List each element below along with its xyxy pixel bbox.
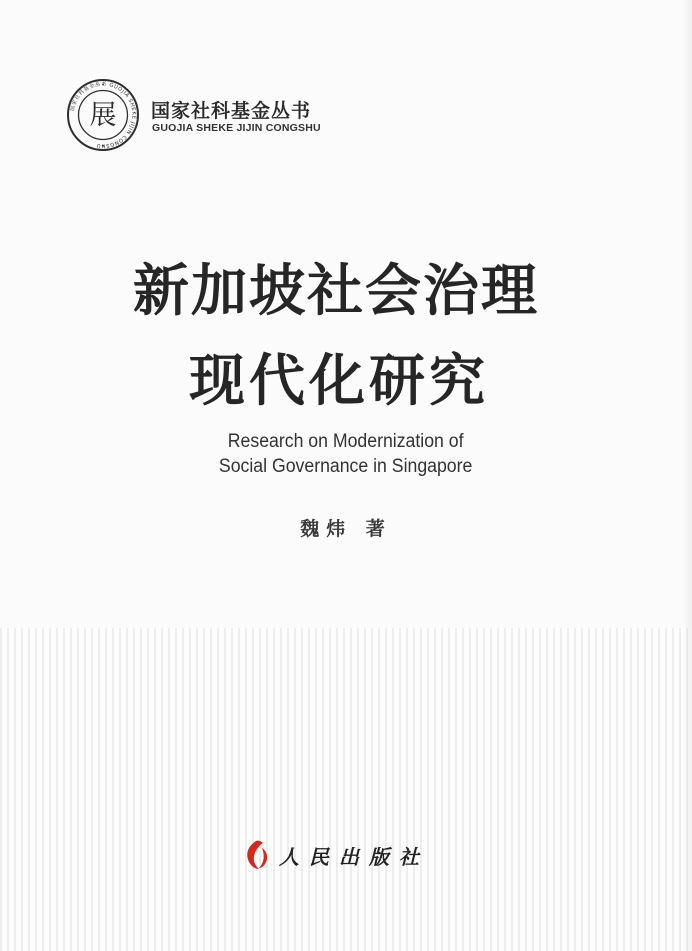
publisher-red-logo-icon: [243, 840, 271, 870]
series-name-chinese: 国家社科基金丛书: [151, 100, 312, 122]
page-edge-shadow: [684, 0, 692, 951]
publisher-name: 人民出版社: [279, 844, 429, 869]
series-emblem-glyph: 展: [89, 100, 117, 131]
series-name-pinyin: GUOJIA SHEKE JIJIN CONGSHU: [152, 122, 321, 134]
book-title-en-line-1: Research on Modernization of: [227, 431, 464, 452]
publisher-block: [243, 838, 429, 872]
series-emblem-logo: [66, 78, 140, 152]
author-credit: 魏炜 著: [300, 518, 392, 540]
series-emblem-ring-text: 国家社科基金丛书 GUOJIA SHEKE JIJIN CONGSHU: [69, 81, 137, 149]
book-title-cn-line-1: 新加坡社会治理: [133, 259, 539, 324]
book-title-cn-line-2: 现代化研究: [189, 349, 489, 414]
book-title-en-line-2: Social Governance in Singapore: [218, 456, 473, 477]
striped-band-decoration: [0, 628, 692, 951]
